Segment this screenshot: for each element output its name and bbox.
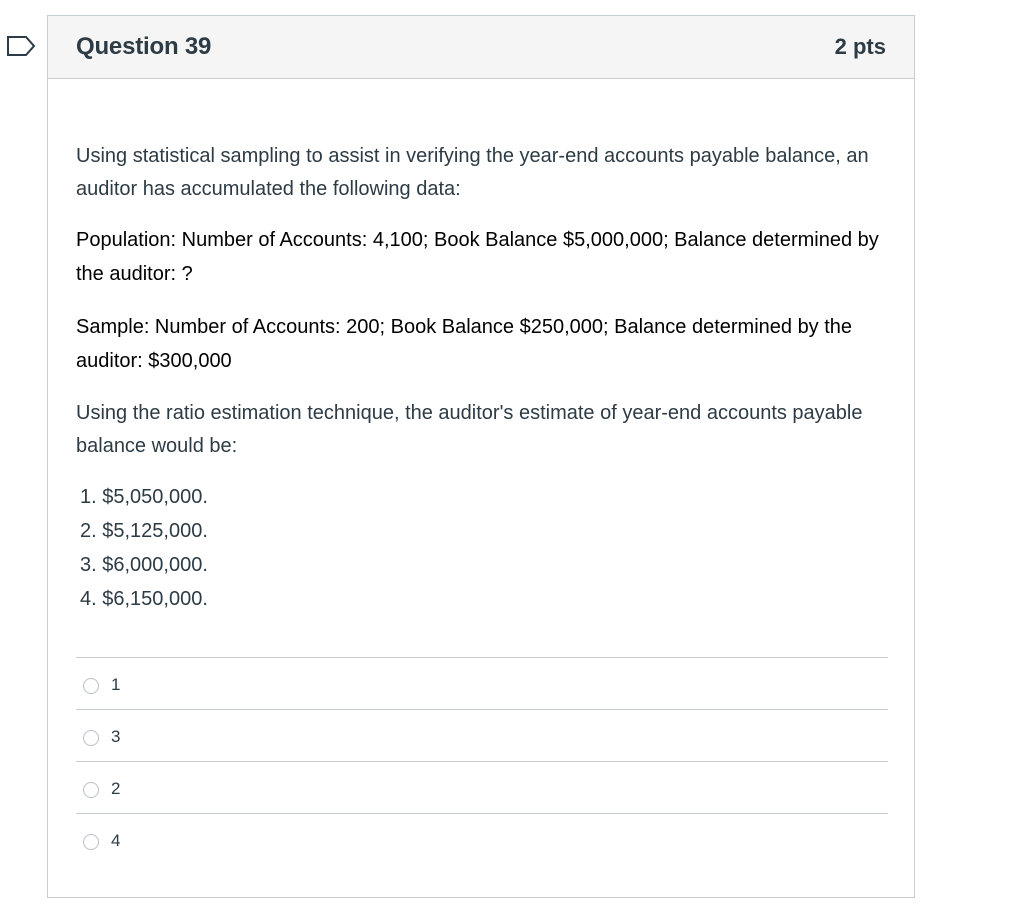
choice-item: 3. $6,000,000. [80, 554, 208, 576]
choice-item: 1. $5,050,000. [80, 486, 208, 508]
answer-label: 1 [111, 674, 121, 694]
question-card [47, 15, 915, 898]
answer-options [76, 657, 888, 865]
answer-option-1[interactable] [76, 657, 888, 709]
question-points: 2 pts [834, 34, 886, 59]
answer-label: 3 [111, 726, 121, 746]
question-intro: Using statistical sampling to assist in verifying the year-end accounts payable balance, an auditor has accumulated the following data: [76, 145, 869, 200]
population-data: Population: Number of Accounts: 4,100; Book Balance $5,000,000; Balance determined by the auditor: ? [76, 229, 879, 285]
radio-button[interactable] [83, 730, 99, 746]
answer-option-3[interactable] [76, 709, 888, 761]
answer-option-2[interactable] [76, 761, 888, 813]
radio-button[interactable] [83, 678, 99, 694]
choices-list [80, 480, 208, 616]
question-prompt: Using the ratio estimation technique, the auditor's estimate of year-end accounts payable balance would be: [76, 402, 863, 457]
answer-label: 2 [111, 778, 121, 798]
choice-item: 4. $6,150,000. [80, 588, 208, 610]
question-header [48, 16, 914, 79]
answer-option-4[interactable] [76, 813, 888, 865]
sample-data: Sample: Number of Accounts: 200; Book Balance $250,000; Balance determined by the auditor: $300,000 [76, 316, 853, 372]
question-title: Question 39 [76, 33, 212, 60]
answer-label: 4 [111, 830, 121, 850]
radio-button[interactable] [83, 834, 99, 850]
choice-item: 2. $5,125,000. [80, 520, 208, 542]
radio-button[interactable] [83, 782, 99, 798]
flag-question-icon[interactable] [6, 36, 36, 56]
